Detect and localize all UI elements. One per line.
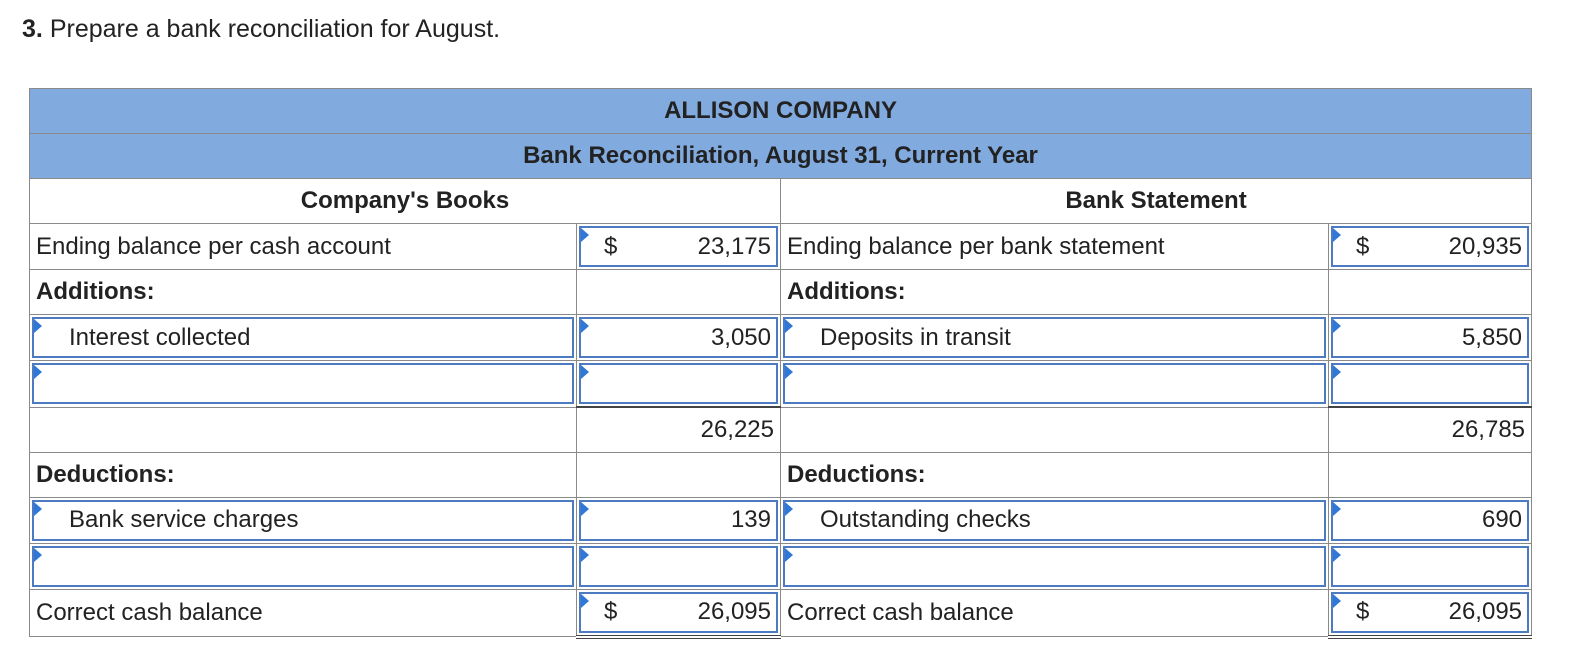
input-flag-icon [1333, 594, 1341, 608]
books-add1-value-cell [577, 315, 781, 361]
input-flag-icon [785, 502, 793, 516]
books-correct-cell [577, 589, 781, 637]
bank-correct-label: Correct cash balance [781, 589, 1329, 637]
bank-correct-input[interactable] [1331, 592, 1529, 633]
books-correct-input[interactable] [579, 592, 778, 633]
correct-balance-row [30, 589, 1532, 637]
bank-add1-value-cell [1329, 315, 1532, 361]
title-row [30, 134, 1532, 179]
input-flag-icon [581, 365, 589, 379]
bank-ded1-value-input[interactable] [1331, 500, 1529, 541]
books-ending-cell [577, 224, 781, 270]
input-flag-icon [1333, 319, 1341, 333]
bank-additions-blank [1329, 270, 1532, 315]
books-additions-label: Additions: [30, 270, 577, 315]
books-additions-blank [577, 270, 781, 315]
books-ded1-label-cell [30, 497, 577, 543]
input-flag-icon [1333, 548, 1341, 562]
bank-add2-value-input[interactable] [1331, 363, 1529, 404]
bank-subtotal: 26,785 [1329, 407, 1532, 452]
books-heading: Company's Books [30, 179, 781, 224]
bank-heading: Bank Statement [781, 179, 1532, 224]
bank-add2-value-cell [1329, 361, 1532, 408]
deductions-heading-row [30, 452, 1532, 497]
input-flag-icon [1333, 502, 1341, 516]
input-flag-icon [34, 548, 42, 562]
input-flag-icon [1333, 365, 1341, 379]
bank-deductions-label: Deductions: [781, 452, 1329, 497]
input-flag-icon [785, 365, 793, 379]
reconciliation-title: Bank Reconciliation, August 31, Current Year [30, 134, 1532, 179]
bank-ending-value: 20,935 [1448, 232, 1523, 260]
bank-additions-label: Additions: [781, 270, 1329, 315]
bank-deductions-blank [1329, 452, 1532, 497]
books-ded1-value: 139 [730, 506, 771, 533]
books-deductions-blank [577, 452, 781, 497]
input-flag-icon [34, 319, 42, 333]
books-ded1-value-input[interactable] [579, 500, 778, 541]
bank-add1-label-cell [781, 315, 1329, 361]
bank-ded1-label-cell [781, 497, 1329, 543]
books-ded1-label-input[interactable] [32, 500, 574, 541]
bank-ded2-value-input[interactable] [1331, 546, 1529, 587]
books-add1-label-cell [30, 315, 577, 361]
bank-add1-label-input[interactable] [783, 317, 1326, 358]
input-flag-icon [34, 365, 42, 379]
books-ded1-label: Bank service charges [69, 506, 299, 533]
addition-row-2 [30, 361, 1532, 408]
bank-ded1-label: Outstanding checks [820, 506, 1031, 533]
books-correct-label: Correct cash balance [30, 589, 577, 637]
books-ending-value: 23,175 [697, 232, 771, 260]
books-ending-input[interactable] [579, 226, 778, 267]
bank-ending-input[interactable] [1331, 226, 1529, 267]
deduction-row-2 [30, 543, 1532, 589]
currency-symbol: $ [604, 232, 618, 260]
bank-ending-cell [1329, 224, 1532, 270]
input-flag-icon [581, 319, 589, 333]
books-add1-label: Interest collected [69, 323, 251, 351]
input-flag-icon [581, 594, 589, 608]
addition-row-1 [30, 315, 1532, 361]
books-deductions-label: Deductions: [30, 452, 577, 497]
books-correct-value: 26,095 [697, 598, 771, 625]
bank-add2-label-input[interactable] [783, 363, 1326, 404]
input-flag-icon [581, 502, 589, 516]
input-flag-icon [785, 548, 793, 562]
books-add2-value-cell [577, 361, 781, 408]
question-number: 3. [22, 15, 43, 43]
books-ded2-label-cell [30, 543, 577, 589]
input-flag-icon [34, 502, 42, 516]
question-text [22, 12, 500, 46]
currency-symbol: $ [1356, 232, 1370, 260]
bank-add1-value-input[interactable] [1331, 317, 1529, 358]
books-ded2-value-input[interactable] [579, 546, 778, 587]
books-ending-label: Ending balance per cash account [30, 224, 577, 270]
books-add2-value-input[interactable] [579, 363, 778, 404]
books-subtotal: 26,225 [577, 407, 781, 452]
books-add2-label-input[interactable] [32, 363, 574, 404]
input-flag-icon [785, 319, 793, 333]
bank-subtotal-blank [781, 407, 1329, 452]
bank-reconciliation-table [29, 88, 1532, 639]
books-add2-label-cell [30, 361, 577, 408]
currency-symbol: $ [1356, 598, 1370, 625]
ending-balance-row [30, 224, 1532, 270]
subtotal-row [30, 407, 1532, 452]
books-add1-value: 3,050 [710, 323, 771, 351]
bank-ded1-label-input[interactable] [783, 500, 1326, 541]
input-flag-icon [581, 548, 589, 562]
bank-correct-cell [1329, 589, 1532, 637]
bank-ded2-label-input[interactable] [783, 546, 1326, 587]
currency-symbol: $ [604, 598, 618, 625]
books-add1-label-input[interactable] [32, 317, 574, 358]
company-name: ALLISON COMPANY [30, 89, 1532, 134]
books-ded2-value-cell [577, 543, 781, 589]
company-name-row [30, 89, 1532, 134]
additions-heading-row [30, 270, 1532, 315]
input-flag-icon [581, 228, 589, 242]
bank-correct-value: 26,095 [1448, 598, 1523, 625]
bank-ded2-value-cell [1329, 543, 1532, 589]
input-flag-icon [1333, 228, 1341, 242]
column-headings-row [30, 179, 1532, 224]
books-ded1-value-cell [577, 497, 781, 543]
bank-add1-label: Deposits in transit [820, 323, 1011, 351]
books-add1-value-input[interactable] [579, 317, 778, 358]
bank-ded1-value: 690 [1481, 506, 1523, 533]
bank-add2-label-cell [781, 361, 1329, 408]
bank-ded2-label-cell [781, 543, 1329, 589]
bank-ded1-value-cell [1329, 497, 1532, 543]
books-subtotal-blank [30, 407, 577, 452]
deduction-row-1 [30, 497, 1532, 543]
bank-add1-value: 5,850 [1461, 323, 1523, 351]
bank-ending-label: Ending balance per bank statement [781, 224, 1329, 270]
question-prompt: Prepare a bank reconciliation for August. [49, 15, 501, 43]
books-ded2-label-input[interactable] [32, 546, 574, 587]
